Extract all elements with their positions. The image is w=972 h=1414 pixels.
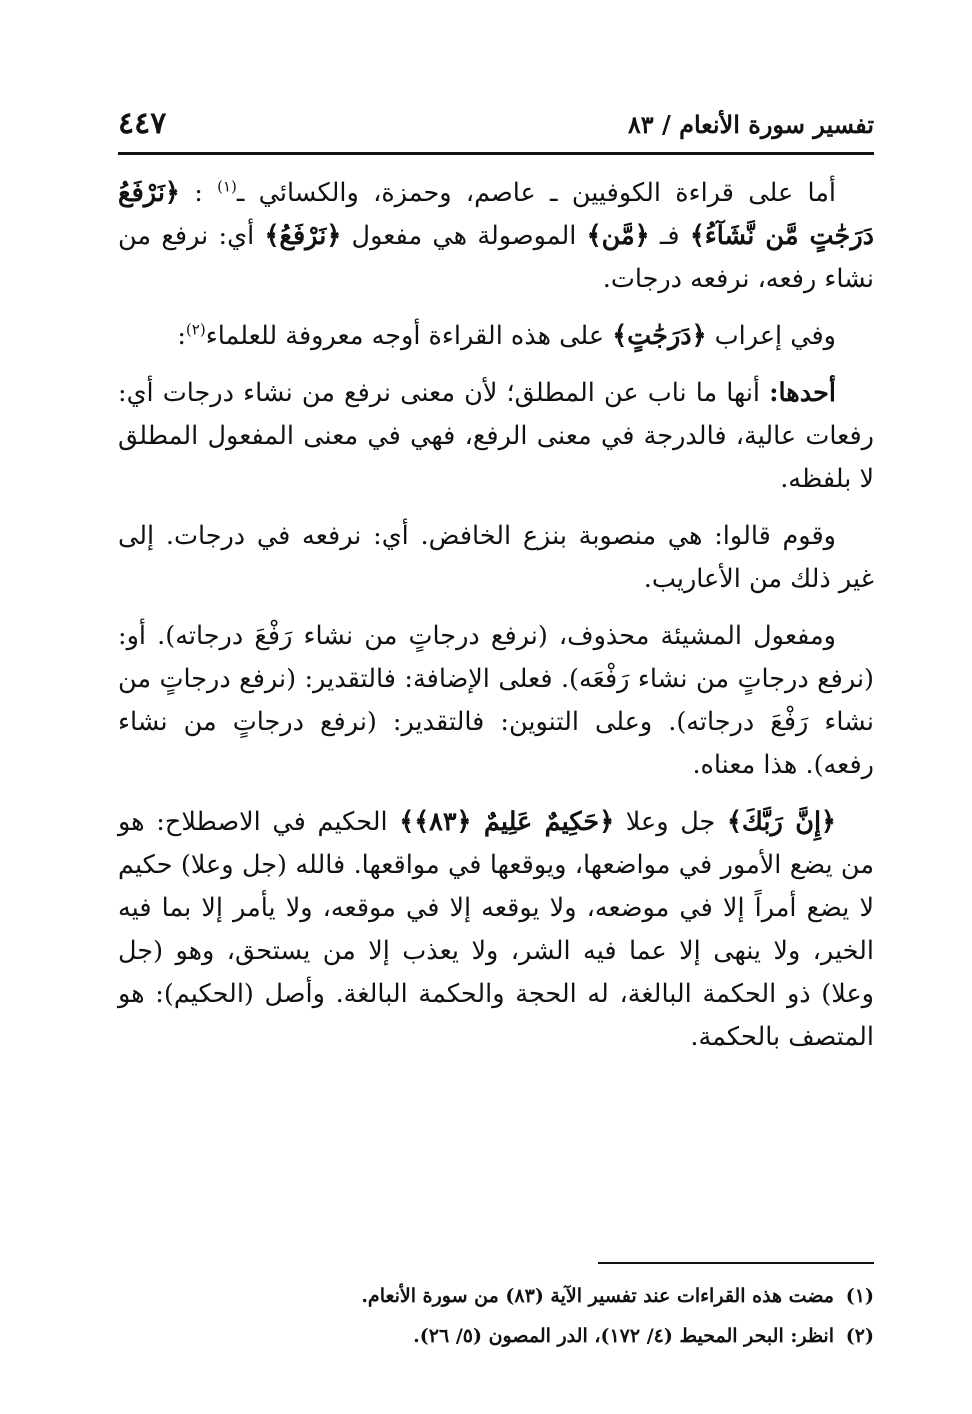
text-run: على هذه القراءة أوجه معروفة للعلماء — [205, 321, 613, 351]
text-run: وفي إعراب — [706, 321, 836, 351]
quran-quote: ﴿نَرْفَعُ دَرَجَٰتٍ مَّن نَّشَآءُ﴾ — [118, 178, 874, 251]
quran-quote: ﴿حَكِيمٌ عَلِيمٌ ﴿٨٣﴾﴾ — [399, 807, 615, 837]
text-run: وقوم قالوا: هي منصوبة بنزع الخافض. أي: نرفعه في درجات. إلى غير ذلك من الأعاريب. — [118, 521, 874, 594]
running-title: تفسير سورة الأنعام / ٨٣ — [627, 110, 874, 139]
paragraph-hakim — [118, 801, 874, 1059]
paragraph-object-of-will — [118, 615, 874, 787]
footnote-2 — [118, 1316, 874, 1356]
footnote-number: (٢) — [845, 1325, 874, 1347]
quran-quote: ﴿نَرْفَعُ﴾ — [264, 221, 342, 251]
main-text — [118, 172, 874, 1073]
quran-quote: ﴿دَرَجَٰتٍ﴾ — [612, 321, 707, 351]
page-header — [118, 100, 874, 155]
footnote-text: مضت هذه القراءات عند تفسير الآية (٨٣) من سورة الأنعام. — [361, 1285, 834, 1307]
footnote-1 — [118, 1276, 874, 1316]
text-run: : — [179, 178, 218, 208]
footnote-number: (١) — [845, 1285, 874, 1307]
footnote-ref-1[interactable]: (١) — [217, 177, 237, 196]
page-number: ٤٤٧ — [118, 106, 167, 141]
text-run: الحكيم في الاصطلاح: هو من يضع الأمور في مواضعها، ويوقعها في مواقعها. فالله (جل وعلا) حكيم لا يضع أمراً إلا في موضعه، ولا يوقعه إلا في موقعه، ولا يأمر إلا بما فيه الخير، ولا ينهى إلا عما فيه الشر، ولا يعذب إلا من يستحق، وهو (جل وعلا) ذو الحكمة البالغة، له الحجة والحكمة البالغة. وأصل (الحكيم): هو المتصف بالحكمة. — [118, 807, 874, 1052]
paragraph-kufan-reading — [118, 172, 874, 301]
text-run: أما على قراءة الكوفيين ـ عاصم، وحمزة، والكسائي ـ — [236, 178, 836, 208]
paragraph-irab — [118, 315, 874, 358]
quran-quote: ﴿إِنَّ رَبَّكَ﴾ — [726, 807, 836, 837]
footnote-text: انظر: البحر المحيط (٤/ ١٧٢)، الدر المصون (٥/ ٢٦). — [413, 1325, 834, 1347]
footnote-divider — [598, 1262, 874, 1264]
footnote-ref-2[interactable]: (٢) — [185, 320, 206, 339]
text-run: الموصولة هي مفعول — [341, 221, 587, 251]
paragraph-lead: أحدها: — [769, 378, 836, 408]
quran-quote: ﴿مَّن﴾ — [586, 221, 650, 251]
text-run: أي: نرفع من نشاء رفعه، نرفعه درجات. — [118, 221, 874, 294]
paragraph-first-view — [118, 372, 874, 501]
text-run: : — [177, 321, 186, 351]
footnotes — [118, 1276, 874, 1356]
text-run: ومفعول المشيئة محذوف، (نرفع درجاتٍ من نشاء رَفْعَ درجاته). أو: (نرفع درجاتٍ من نشاء رَفْعَه). فعلى الإضافة: فالتقدير: (نرفع درجاتٍ من نشاء رَفْعَ درجاته). وعلى التنوين: فالتقدير: (نرفع درجاتٍ من نشاء رفعه). هذا معناه. — [118, 621, 874, 780]
text-run: فـ — [649, 221, 690, 251]
paragraph-second-view — [118, 515, 874, 601]
text-run: أنها ما ناب عن المطلق؛ لأن معنى نرفع من نشاء درجات أي: رفعات عالية، فالدرجة في معنى الرفع، فهي في معنى المفعول المطلق لا بلفظه. — [118, 378, 874, 494]
text-run: جل وعلا — [614, 807, 727, 837]
